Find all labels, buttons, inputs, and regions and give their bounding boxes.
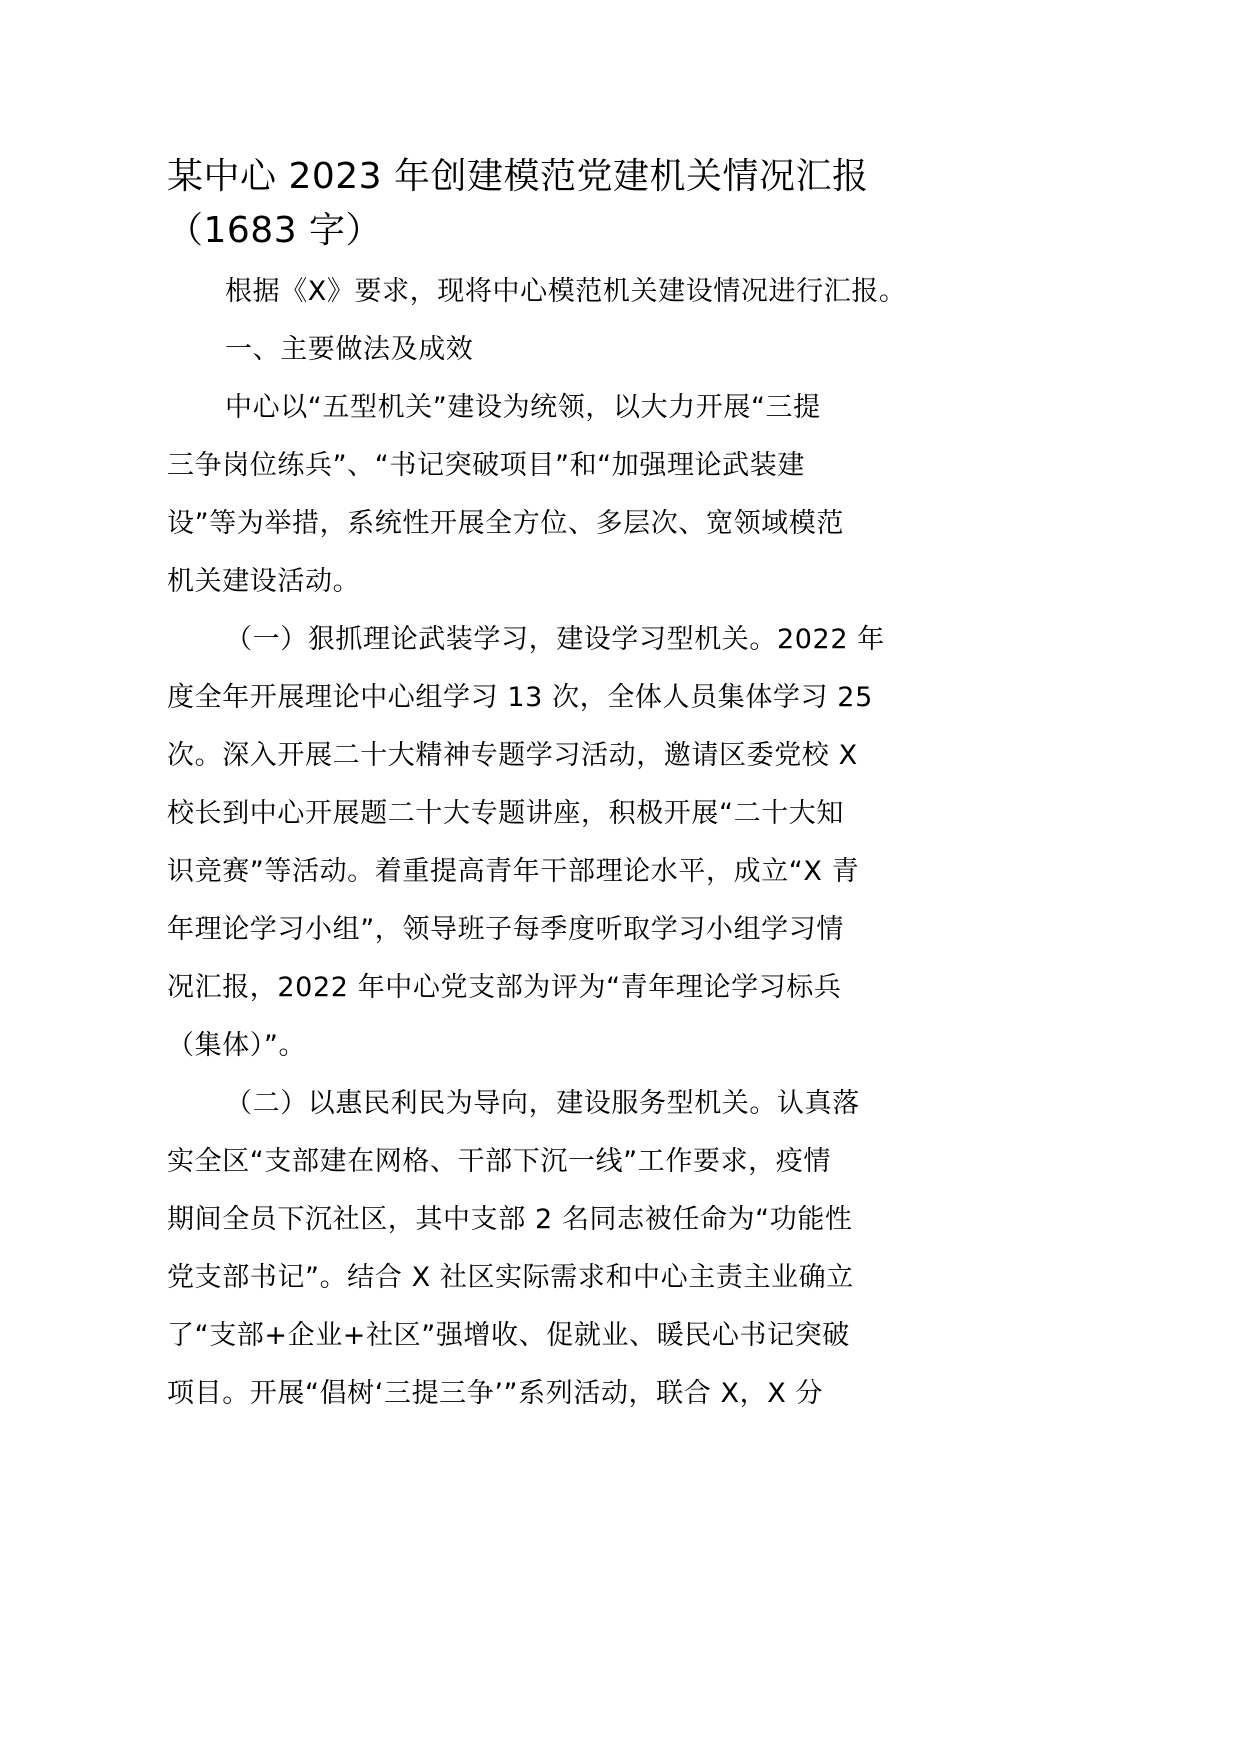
paragraph-line: 况汇报，2022 年中心党支部为评为“青年理论学习标兵 [167, 972, 842, 1003]
title-line-1: 某中心 2023 年创建模范党建机关情况汇报 [167, 156, 869, 197]
paragraph-line: 了“支部+企业+社区”强增收、促就业、暖民心书记突破 [167, 1320, 850, 1351]
body-paragraph [167, 379, 947, 611]
paragraph-line: 期间全员下沉社区，其中支部 2 名同志被任命为“功能性 [167, 1204, 853, 1235]
paragraph-line: 根据《X》要求，现将中心模范机关建设情况进行汇报。 [225, 276, 907, 307]
paragraph-line: 识竞赛”等活动。着重提高青年干部理论水平，成立“X 青 [167, 856, 860, 887]
paragraph-line: 机关建设活动。 [167, 566, 361, 597]
paragraph-line: 实全区“支部建在网格、干部下沉一线”工作要求，疫情 [167, 1146, 831, 1177]
paragraph-line: 项目。开展“倡树‘三提三争’”系列活动，联合 X，X 分 [167, 1378, 824, 1409]
paragraph-line: 次。深入开展二十大精神专题学习活动，邀请区委党校 X [167, 740, 858, 771]
heading-line: 一、主要做法及成效 [225, 334, 474, 365]
title-word-count: （1683 字） [167, 210, 383, 251]
document-page [167, 150, 947, 1423]
paragraph-line: 校长到中心开展题二十大专题讲座，积极开展“二十大知 [167, 798, 844, 829]
paragraph-line: 中心以“五型机关”建设为统领，以大力开展“三提 [225, 392, 821, 423]
document-title [167, 150, 947, 258]
paragraph-line: 设”等为举措，系统性开展全方位、多层次、宽领域模范 [167, 508, 844, 539]
paragraph-line: （一）狠抓理论武装学习，建设学习型机关。2022 年 [225, 624, 885, 655]
paragraph-line: （二）以惠民利民为导向，建设服务型机关。认真落 [225, 1088, 860, 1119]
paragraph-line: （集体）”。 [167, 1030, 307, 1061]
document-body [167, 263, 947, 1423]
paragraph-line: 年理论学习小组”，领导班子每季度听取学习小组学习情 [167, 914, 844, 945]
paragraph-line: 党支部书记”。结合 X 社区实际需求和中心主责主业确立 [167, 1262, 854, 1293]
body-paragraph-service [167, 1075, 947, 1423]
paragraph-line: 三争岗位练兵”、“书记突破项目”和“加强理论武装建 [167, 450, 805, 481]
section-heading [167, 321, 947, 379]
intro-paragraph [167, 263, 947, 321]
paragraph-line: 度全年开展理论中心组学习 13 次，全体人员集体学习 25 [167, 682, 873, 713]
body-paragraph-learning [167, 611, 947, 1075]
